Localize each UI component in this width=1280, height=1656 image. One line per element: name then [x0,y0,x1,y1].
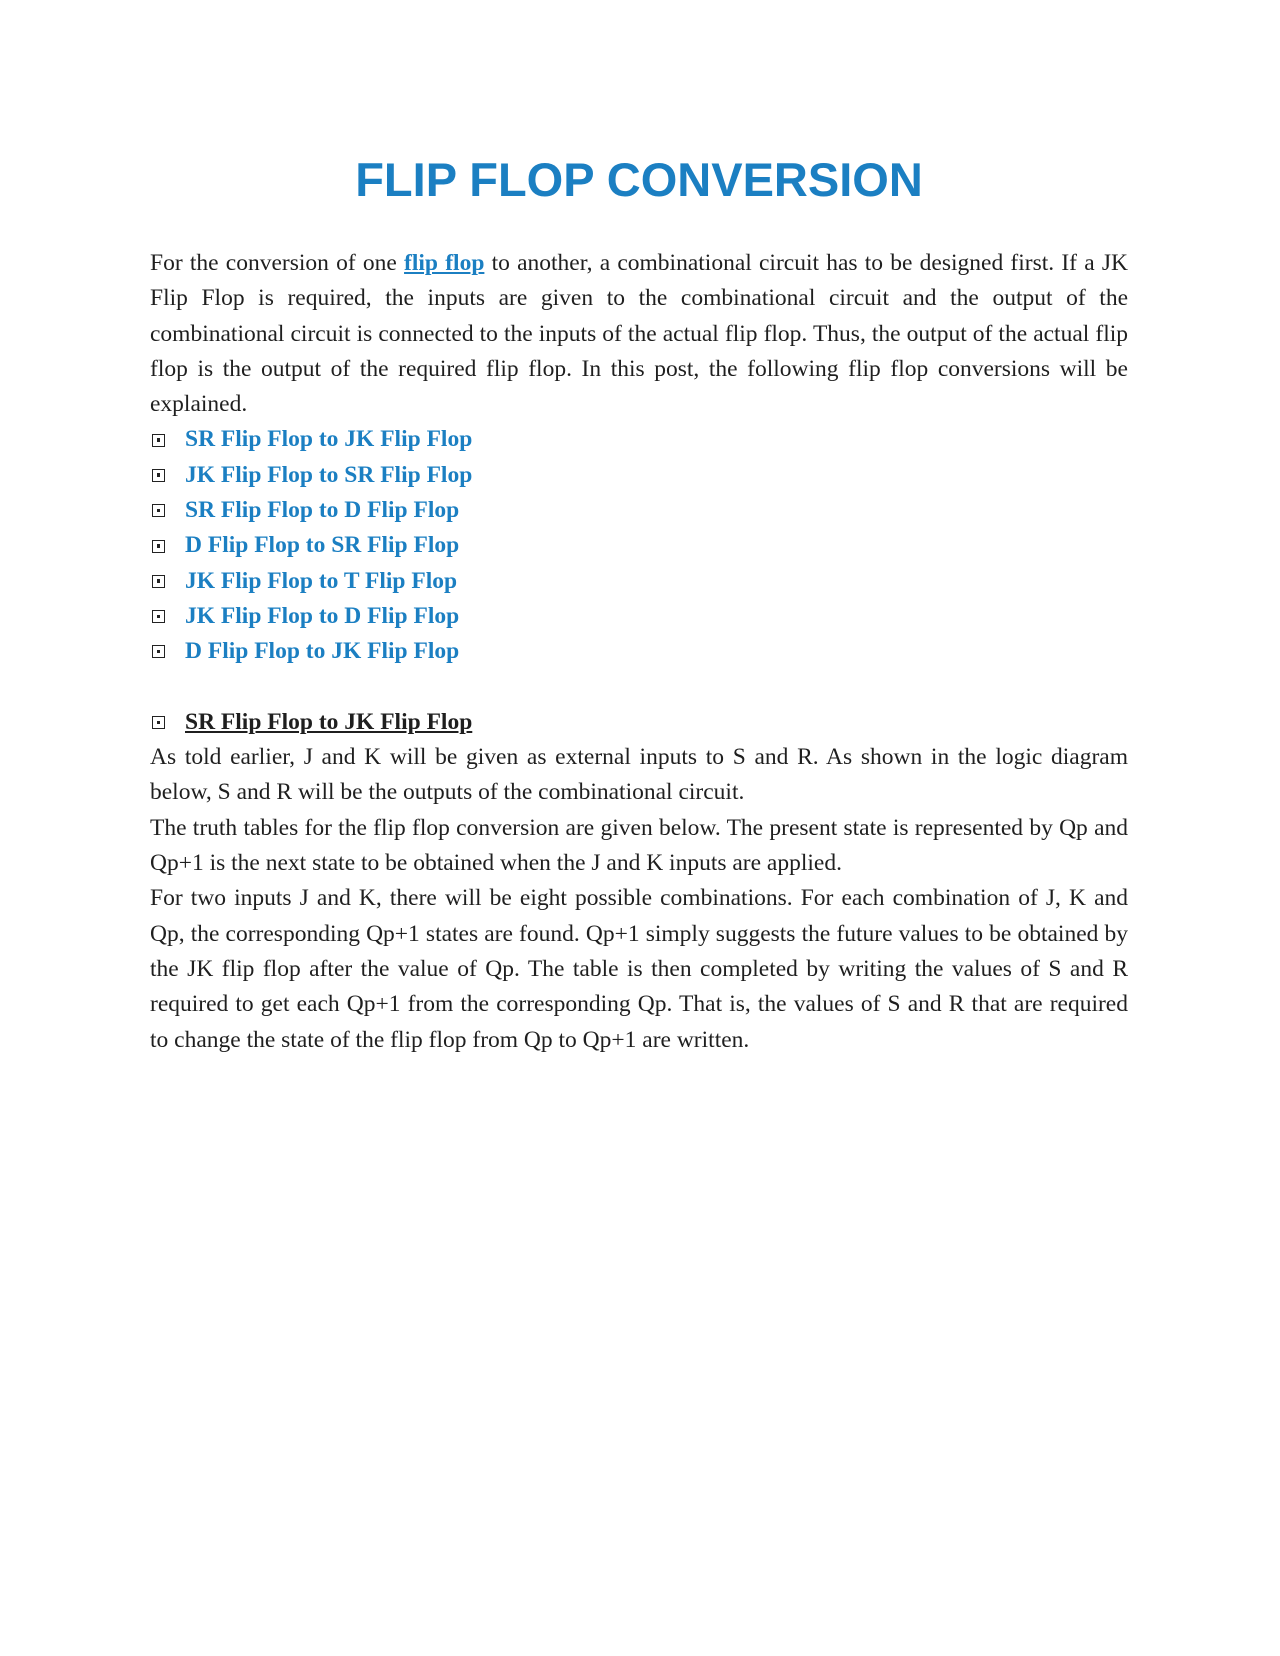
section-title: SR Flip Flop to JK Flip Flop [185,708,473,735]
list-item [150,458,1128,493]
section-spacer [150,670,1128,705]
list-item [150,599,1128,634]
boxed-dot-bullet-icon [152,469,165,482]
boxed-dot-bullet-icon [152,575,165,588]
boxed-dot-bullet-icon [152,504,165,517]
toc-link-sr-to-jk[interactable]: SR Flip Flop to JK Flip Flop [185,426,473,453]
boxed-dot-bullet-icon [152,716,165,729]
page-title: FLIP FLOP CONVERSION [355,153,923,206]
boxed-dot-bullet-icon [152,610,165,623]
section-heading [150,705,1128,740]
toc-link-d-to-sr[interactable]: D Flip Flop to SR Flip Flop [185,532,460,559]
conversion-list [150,422,1128,669]
list-item [150,422,1128,457]
toc-link-sr-to-d[interactable]: SR Flip Flop to D Flip Flop [185,497,460,524]
intro-text-before-link: For the conversion of one [150,250,405,276]
toc-link-jk-to-d[interactable]: JK Flip Flop to D Flip Flop [185,602,460,629]
toc-link-jk-to-sr[interactable]: JK Flip Flop to SR Flip Flop [185,461,473,488]
boxed-dot-bullet-icon [152,645,165,658]
intro-paragraph [150,246,1128,422]
toc-link-d-to-jk[interactable]: D Flip Flop to JK Flip Flop [185,638,460,665]
flip-flop-link[interactable]: flip flop [404,250,485,276]
section-paragraph: As told earlier, J and K will be given as external inputs to S and R. As shown in the logic diagram below, S and R will be the outputs of the combinational circuit. [150,744,1128,806]
list-item [150,493,1128,528]
boxed-dot-bullet-icon [152,434,165,447]
document-body [150,246,1128,1058]
list-item [150,634,1128,669]
list-item [150,528,1128,563]
intro-text-after-link: to another, a combinational circuit has to be designed first. If a JK Flip Flop is required, the inputs are given to the combinational circuit and the output of the combinational circuit is connected to the inputs of the actual flip flop. Thus, the output of the actual flip flop is the output of the required flip flop. In this post, the following flip flop conversions will be explained. [150,250,1128,418]
boxed-dot-bullet-icon [152,540,165,553]
section-paragraph: The truth tables for the flip flop conversion are given below. The present state is represented by Qp and Qp+1 is the next state to be obtained when the J and K inputs are applied. [150,814,1128,877]
list-item [150,564,1128,599]
section-paragraph: For two inputs J and K, there will be eight possible combinations. For each combination of J, K and Qp, the corresponding Qp+1 states are found. Qp+1 simply suggests the future values to be obtained by the JK flip flop after the value of Qp. The table is then completed by writing the values of S and R required to get each Qp+1 from the corresponding Qp. That is, the values of S and R that are required to change the state of the flip flop from Qp to Qp+1 are written. [150,885,1128,1053]
toc-link-jk-to-t[interactable]: JK Flip Flop to T Flip Flop [185,567,458,594]
